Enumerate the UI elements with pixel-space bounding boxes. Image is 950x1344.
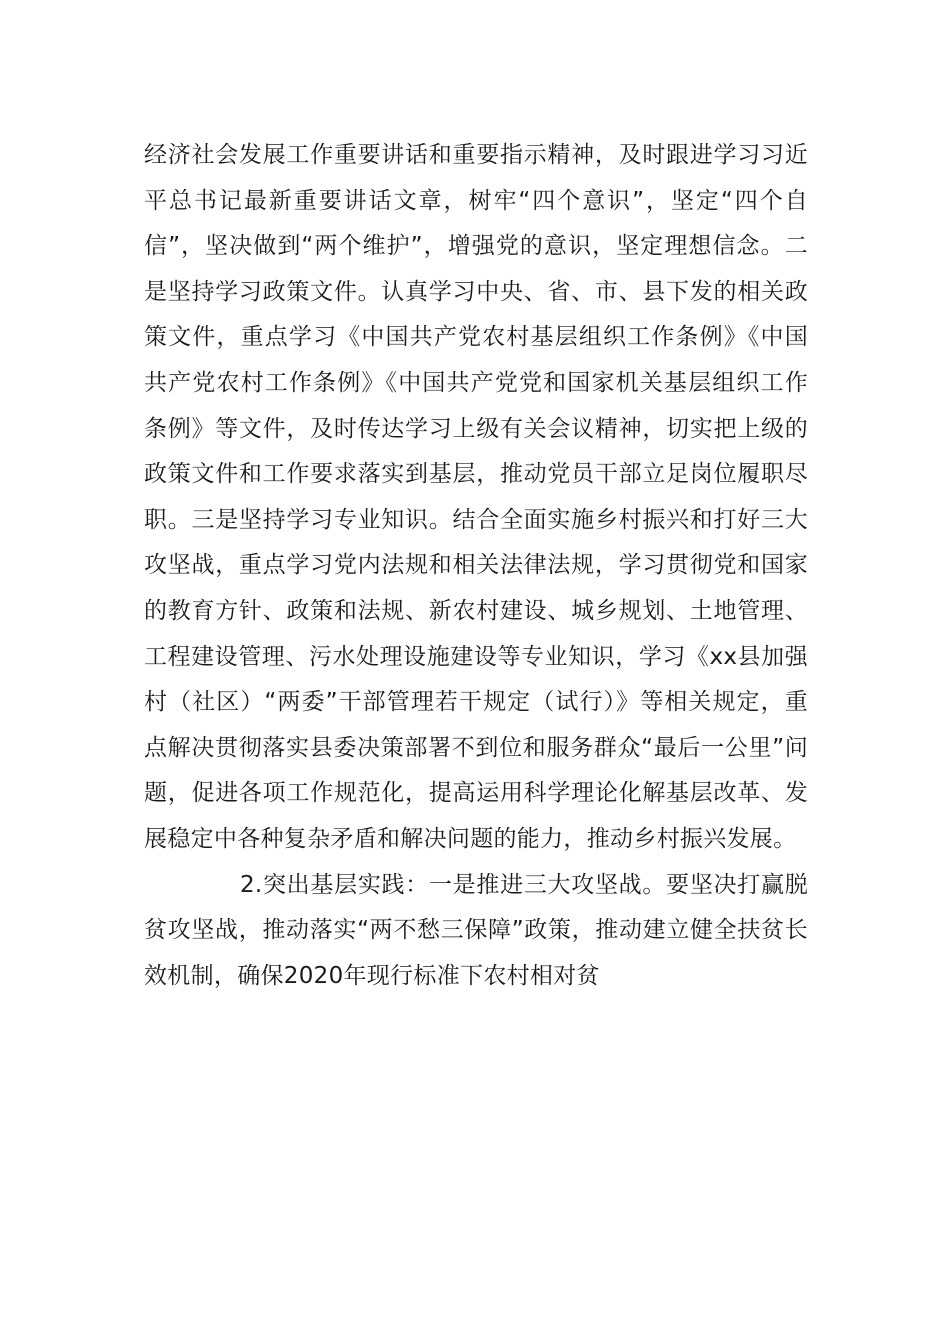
document-body [144, 133, 808, 999]
paragraph-continued: 经济社会发展工作重要讲话和重要指示精神，及时跟进学习习近平总书记最新重要讲话文章，树牢“四个意识”，坚定“四个自信”，坚决做到“两个维护”，增强党的意识，坚定理想信念。二是坚持学习政策文件。认真学习中央、省、市、县下发的相关政策文件，重点学习《中国共产党农村基层组织工作条例》《中国共产党农村工作条例》《中国共产党党和国家机关基层组织工作条例》等文件，及时传达学习上级有关会议精神，切实把上级的政策文件和工作要求落实到基层，推动党员干部立足岗位履职尽职。三是坚持学习专业知识。结合全面实施乡村振兴和打好三大攻坚战，重点学习党内法规和相关法律法规，学习贯彻党和国家的教育方针、政策和法规、新农村建设、城乡规划、土地管理、工程建设管理、污水处理设施建设等专业知识，学习《xx县加强村（社区）“两委”干部管理若干规定（试行）》等相关规定，重点解决贯彻落实县委决策部署不到位和服务群众“最后一公里”问题，促进各项工作规范化，提高运用科学理论化解基层改革、发展稳定中各种复杂矛盾和解决问题的能力，推动乡村振兴发展。 [144, 142, 808, 852]
paragraph-basic-practice: 2.突出基层实践：一是推进三大攻坚战。要坚决打赢脱贫攻坚战，推动落实“两不愁三保障”政策，推动建立健全扶贫长效机制，确保2020年现行标准下农村相对贫 [144, 871, 808, 989]
